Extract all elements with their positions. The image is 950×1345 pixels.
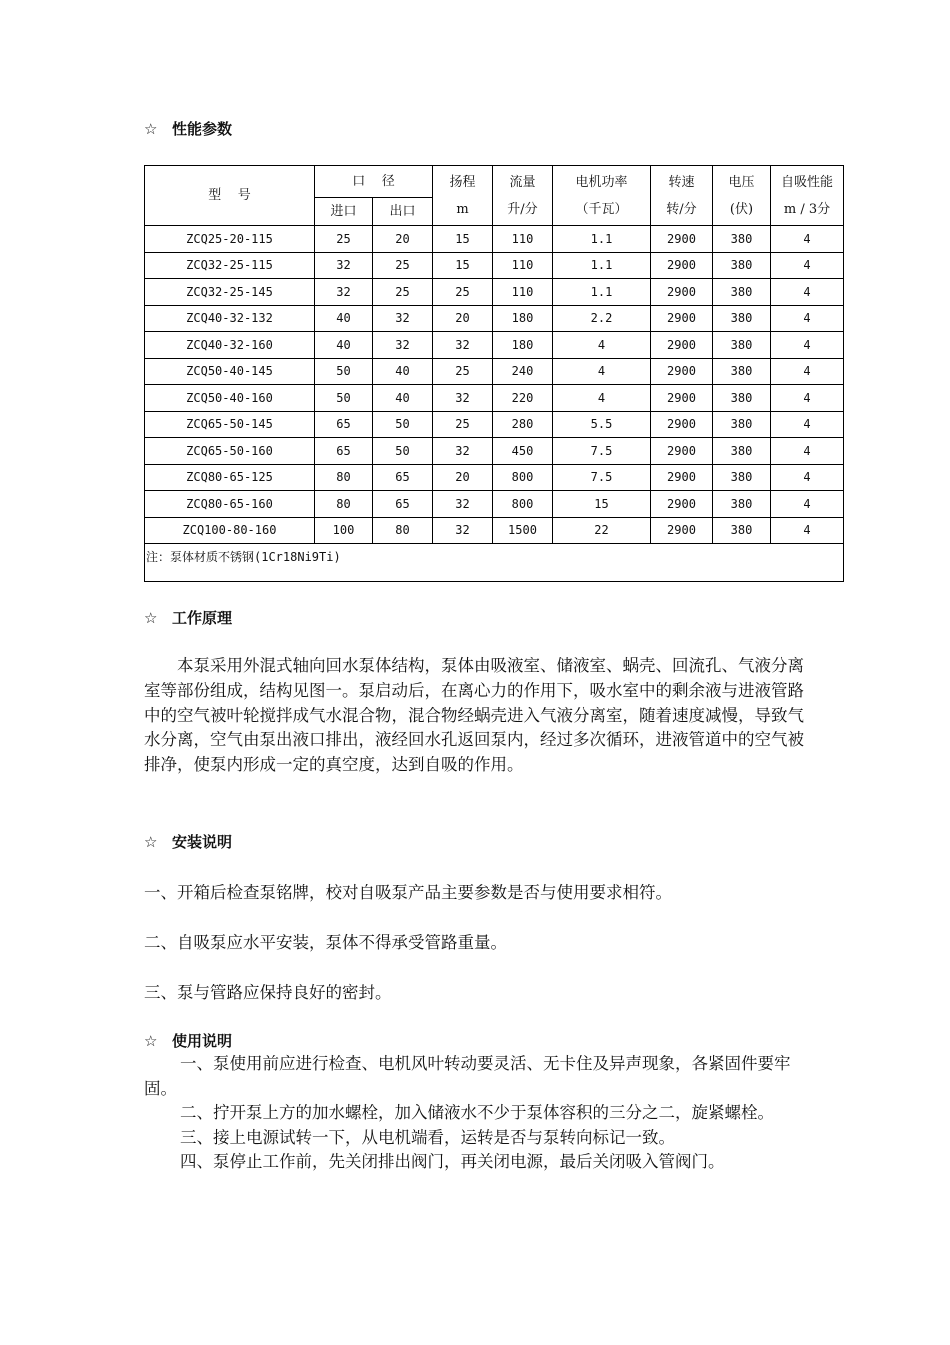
cell-power: 1.1 <box>553 252 651 279</box>
cell-flow: 1500 <box>493 517 553 544</box>
cell-flow: 110 <box>493 252 553 279</box>
cell-inlet: 40 <box>315 332 373 359</box>
cell-model: ZCQ50-40-145 <box>145 358 315 385</box>
cell-selfpriming: 4 <box>771 358 844 385</box>
cell-model: ZCQ100-80-160 <box>145 517 315 544</box>
cell-head: 15 <box>433 252 493 279</box>
installation-item: 一、开箱后检查泵铭牌，校对自吸泵产品主要参数是否与使用要求相符。 <box>144 883 672 902</box>
header-model: 型 号 <box>145 166 315 226</box>
table-row <box>145 438 844 465</box>
cell-outlet: 65 <box>373 491 433 518</box>
cell-head: 32 <box>433 438 493 465</box>
table-row <box>145 411 844 438</box>
cell-outlet: 80 <box>373 517 433 544</box>
cell-power: 4 <box>553 332 651 359</box>
header-power <box>553 166 651 226</box>
star-icon: ☆ <box>144 833 158 851</box>
header-voltage-unit: (伏) <box>729 201 754 217</box>
cell-flow: 280 <box>493 411 553 438</box>
cell-selfpriming: 4 <box>771 517 844 544</box>
table-row <box>145 464 844 491</box>
cell-voltage: 380 <box>713 252 771 279</box>
table-note: 注：泵体材质不锈钢(1Cr18Ni9Ti) <box>145 544 844 582</box>
cell-voltage: 380 <box>713 279 771 306</box>
cell-flow: 110 <box>493 226 553 253</box>
cell-outlet: 32 <box>373 305 433 332</box>
table-row <box>145 491 844 518</box>
table-row <box>145 305 844 332</box>
cell-model: ZCQ65-50-160 <box>145 438 315 465</box>
header-caliber: 口 径 <box>315 166 433 198</box>
cell-speed: 2900 <box>651 279 713 306</box>
section-heading-installation <box>144 831 232 852</box>
cell-model: ZCQ32-25-115 <box>145 252 315 279</box>
cell-voltage: 380 <box>713 358 771 385</box>
cell-power: 5.5 <box>553 411 651 438</box>
cell-inlet: 65 <box>315 411 373 438</box>
cell-head: 20 <box>433 464 493 491</box>
header-speed-unit: 转/分 <box>666 201 697 217</box>
cell-selfpriming: 4 <box>771 305 844 332</box>
cell-outlet: 40 <box>373 385 433 412</box>
cell-voltage: 380 <box>713 332 771 359</box>
section-title: 使用说明 <box>172 1032 233 1050</box>
cell-power: 7.5 <box>553 464 651 491</box>
cell-voltage: 380 <box>713 464 771 491</box>
cell-outlet: 25 <box>373 252 433 279</box>
table-row <box>145 252 844 279</box>
cell-selfpriming: 4 <box>771 332 844 359</box>
table-header-row <box>145 166 844 198</box>
usage-item: 二、拧开泵上方的加水螺栓，加入储液水不少于泵体容积的三分之二，旋紧螺栓。 <box>180 1103 774 1122</box>
cell-flow: 450 <box>493 438 553 465</box>
cell-voltage: 380 <box>713 226 771 253</box>
cell-voltage: 380 <box>713 411 771 438</box>
table-row <box>145 517 844 544</box>
cell-voltage: 380 <box>713 385 771 412</box>
table-row <box>145 385 844 412</box>
star-icon: ☆ <box>144 609 158 627</box>
header-selfpriming-label: 自吸性能 <box>780 174 833 190</box>
cell-power: 1.1 <box>553 279 651 306</box>
cell-power: 22 <box>553 517 651 544</box>
cell-flow: 240 <box>493 358 553 385</box>
header-speed-label: 转速 <box>668 174 695 190</box>
installation-item: 三、泵与管路应保持良好的密封。 <box>144 983 392 1002</box>
performance-table <box>144 165 844 582</box>
cell-inlet: 32 <box>315 279 373 306</box>
cell-power: 7.5 <box>553 438 651 465</box>
section-title: 安装说明 <box>172 833 233 851</box>
cell-flow: 110 <box>493 279 553 306</box>
cell-head: 15 <box>433 226 493 253</box>
cell-outlet: 32 <box>373 332 433 359</box>
cell-outlet: 40 <box>373 358 433 385</box>
cell-power: 4 <box>553 358 651 385</box>
cell-selfpriming: 4 <box>771 226 844 253</box>
cell-outlet: 65 <box>373 464 433 491</box>
header-flow <box>493 166 553 226</box>
header-flow-label: 流量 <box>509 174 536 190</box>
cell-inlet: 100 <box>315 517 373 544</box>
cell-selfpriming: 4 <box>771 252 844 279</box>
cell-model: ZCQ25-20-115 <box>145 226 315 253</box>
section-title: 工作原理 <box>172 609 233 627</box>
table-row <box>145 279 844 306</box>
cell-head: 20 <box>433 305 493 332</box>
header-outlet: 出口 <box>373 198 433 226</box>
cell-inlet: 32 <box>315 252 373 279</box>
table-row <box>145 226 844 253</box>
cell-head: 32 <box>433 517 493 544</box>
cell-head: 25 <box>433 279 493 306</box>
cell-speed: 2900 <box>651 411 713 438</box>
cell-outlet: 25 <box>373 279 433 306</box>
cell-voltage: 380 <box>713 438 771 465</box>
cell-speed: 2900 <box>651 491 713 518</box>
star-icon: ☆ <box>144 1032 158 1050</box>
cell-flow: 220 <box>493 385 553 412</box>
cell-speed: 2900 <box>651 332 713 359</box>
header-power-label: 电机功率 <box>575 174 628 190</box>
cell-outlet: 50 <box>373 411 433 438</box>
cell-selfpriming: 4 <box>771 438 844 465</box>
cell-model: ZCQ80-65-160 <box>145 491 315 518</box>
usage-item: 一、泵使用前应进行检查、电机风叶转动要灵活、无卡住及异声现象，各紧固件要牢固。 <box>144 1054 791 1098</box>
cell-speed: 2900 <box>651 464 713 491</box>
header-head <box>433 166 493 226</box>
cell-selfpriming: 4 <box>771 279 844 306</box>
installation-item: 二、自吸泵应水平安装，泵体不得承受管路重量。 <box>144 933 507 952</box>
cell-speed: 2900 <box>651 305 713 332</box>
cell-flow: 800 <box>493 464 553 491</box>
section-title: 性能参数 <box>172 120 233 138</box>
star-icon: ☆ <box>144 120 158 138</box>
cell-power: 15 <box>553 491 651 518</box>
table-note-row <box>145 544 844 582</box>
usage-item: 三、接上电源试转一下，从电机端看，运转是否与泵转向标记一致。 <box>180 1127 675 1147</box>
cell-selfpriming: 4 <box>771 411 844 438</box>
usage-item: 四、泵停止工作前，先关闭排出阀门，再关闭电源，最后关闭吸入管阀门。 <box>180 1152 725 1171</box>
cell-model: ZCQ40-32-160 <box>145 332 315 359</box>
cell-voltage: 380 <box>713 517 771 544</box>
cell-power: 2.2 <box>553 305 651 332</box>
cell-speed: 2900 <box>651 358 713 385</box>
cell-speed: 2900 <box>651 517 713 544</box>
table-row <box>145 358 844 385</box>
section-heading-principle <box>144 607 232 628</box>
table-body <box>145 226 844 544</box>
header-selfpriming-unit: m / 3分 <box>783 201 831 217</box>
cell-inlet: 80 <box>315 491 373 518</box>
cell-selfpriming: 4 <box>771 385 844 412</box>
header-head-unit: m <box>456 201 469 217</box>
cell-model: ZCQ32-25-145 <box>145 279 315 306</box>
cell-voltage: 380 <box>713 491 771 518</box>
cell-inlet: 50 <box>315 385 373 412</box>
cell-speed: 2900 <box>651 438 713 465</box>
section-heading-performance <box>144 118 232 139</box>
cell-flow: 180 <box>493 332 553 359</box>
cell-head: 32 <box>433 385 493 412</box>
cell-voltage: 380 <box>713 305 771 332</box>
cell-inlet: 40 <box>315 305 373 332</box>
cell-flow: 180 <box>493 305 553 332</box>
cell-inlet: 65 <box>315 438 373 465</box>
cell-flow: 800 <box>493 491 553 518</box>
cell-speed: 2900 <box>651 252 713 279</box>
cell-outlet: 20 <box>373 226 433 253</box>
header-selfpriming <box>771 166 844 226</box>
cell-head: 25 <box>433 358 493 385</box>
table-row <box>145 332 844 359</box>
cell-model: ZCQ40-32-132 <box>145 305 315 332</box>
cell-head: 32 <box>433 332 493 359</box>
cell-power: 1.1 <box>553 226 651 253</box>
principle-paragraph: 本泵采用外混式轴向回水泵体结构，泵体由吸液室、储液室、蜗壳、回流孔、气液分离室等部份组成，结构见图一。泵启动后，在离心力的作用下，吸水室中的剩余液与进液管路中的空气被叶轮搅拌成气水混合物，混合物经蜗壳进入气液分离室，随着速度减慢，导致气水分离，空气由泵出液口排出，液经回水孔返回泵内，经过多次循环，进液管道中的空气被排净，使泵内形成一定的真空度，达到自吸的作用。 <box>144 656 804 775</box>
section-heading-usage <box>144 1030 232 1051</box>
cell-model: ZCQ65-50-145 <box>145 411 315 438</box>
cell-power: 4 <box>553 385 651 412</box>
cell-inlet: 80 <box>315 464 373 491</box>
cell-inlet: 50 <box>315 358 373 385</box>
header-flow-unit: 升/分 <box>507 201 538 217</box>
usage-list <box>144 1052 814 1175</box>
cell-head: 25 <box>433 411 493 438</box>
header-inlet: 进口 <box>315 198 373 226</box>
header-head-label: 扬程 <box>449 174 476 190</box>
header-power-unit: （千瓦） <box>575 201 628 217</box>
cell-head: 32 <box>433 491 493 518</box>
cell-outlet: 50 <box>373 438 433 465</box>
cell-model: ZCQ80-65-125 <box>145 464 315 491</box>
cell-selfpriming: 4 <box>771 464 844 491</box>
cell-speed: 2900 <box>651 385 713 412</box>
header-speed <box>651 166 713 226</box>
cell-model: ZCQ50-40-160 <box>145 385 315 412</box>
cell-speed: 2900 <box>651 226 713 253</box>
header-voltage <box>713 166 771 226</box>
cell-inlet: 25 <box>315 226 373 253</box>
header-voltage-label: 电压 <box>728 174 755 190</box>
cell-selfpriming: 4 <box>771 491 844 518</box>
